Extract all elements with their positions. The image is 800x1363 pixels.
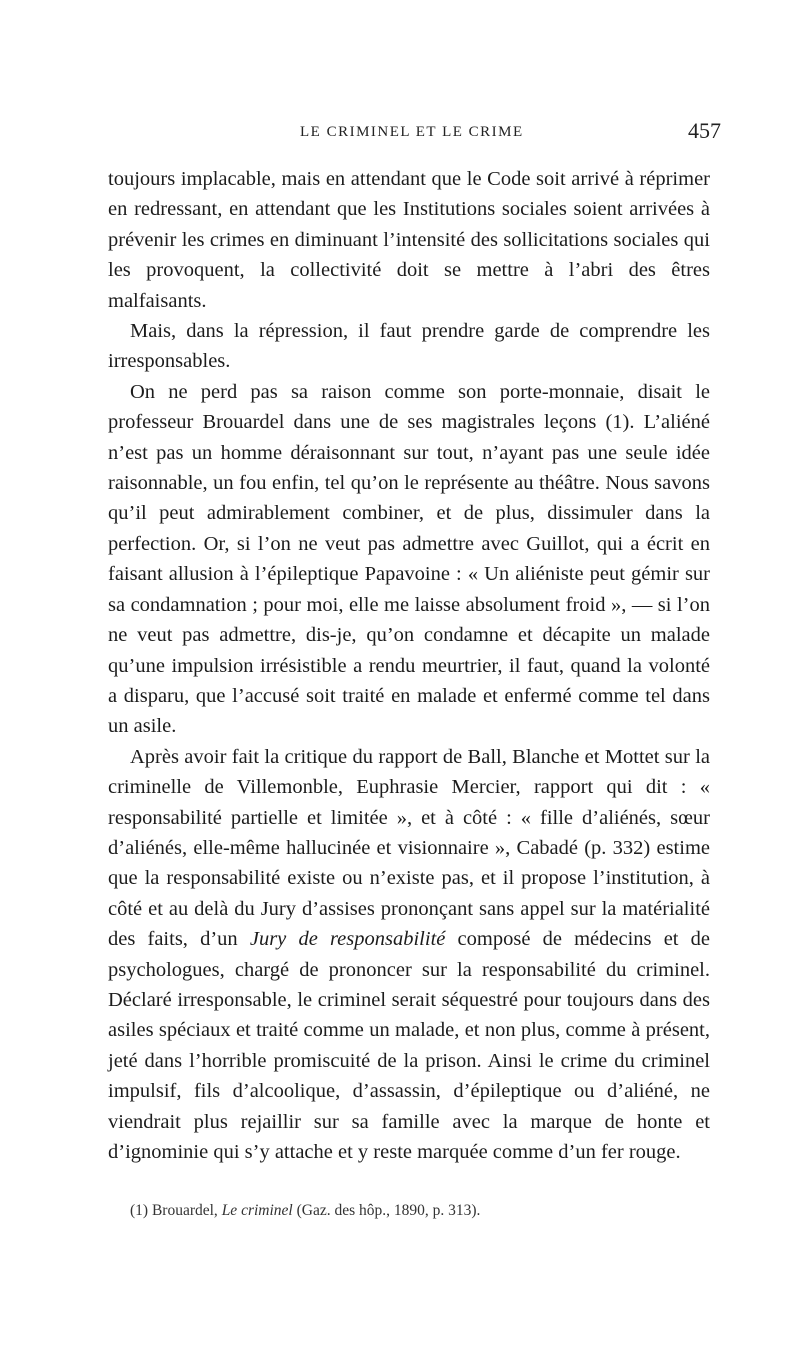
- paragraph-3: On ne perd pas sa raison comme son porte-monnaie, disait le professeur Brouardel dans une de ses magistrales leçons (1). L’aliéné n’est pas un homme déraisonnant sur tout, n’ayant pas une seule idée raisonnable, un fou enfin, tel qu’on le représente au théâtre. Nous savons qu’il peut admirablement combiner, et de plus, dissimuler dans la perfection. Or, si l’on ne veut pas admettre avec Guillot, qui a écrit en faisant allusion à l’épileptique Papavoine : « Un aliéniste peut gémir sur sa condamnation ; pour moi, elle me laisse absolument froid », — si l’on ne veut pas admettre, dis-je, qu’on condamne et décapite un malade qu’une impulsion irrésistible a rendu meurtrier, il faut, quand la volonté a disparu, que l’accusé soit traité en malade et enfermé comme tel dans un asile.: [108, 380, 710, 738]
- running-title: LE CRIMINEL ET LE CRIME: [300, 124, 524, 140]
- footnote-title: Le criminel: [221, 1202, 293, 1219]
- footnote-suffix: (Gaz. des hôp., 1890, p. 313).: [292, 1202, 481, 1219]
- footnote-prefix: (1) Brouardel,: [130, 1202, 222, 1219]
- page-number: 457: [688, 118, 721, 143]
- paragraph-4-text-b: composé de médecins et de psychologues, chargé de prononcer sur la responsabilité du criminel. Déclaré irresponsable, le criminel serait séquestré pour toujours dans des asiles spéciaux et traité comme un malade, et non plus, comme à présent, jeté dans l’horrible promiscuité de la prison. Ainsi le crime du criminel impulsif, fils d’alcoolique, d’assassin, d’épileptique ou d’aliéné, ne viendrait plus rejaillir sur sa famille avec la marque de honte et d’ignominie qui s’y attache et y reste marquée comme d’un fer rouge.: [108, 928, 711, 1163]
- footnote: [130, 1202, 710, 1220]
- paragraph-4: [108, 742, 710, 1168]
- paragraph-4-italic-term: Jury de responsabilité: [249, 928, 446, 951]
- paragraph-1: toujours implacable, mais en attendant que le Code soit arrivé à réprimer en redressant, en attendant que les Institutions sociales soient arrivées à prévenir les crimes en diminuant l’intensité des sollicitations sociales qui les provoquent, la collectivité doit se mettre à l’abri des êtres malfaisants.: [108, 168, 710, 312]
- running-head: [0, 118, 800, 148]
- paragraph-4-text-a: Après avoir fait la critique du rapport de Ball, Blanche et Mottet sur la criminelle de Villemonble, Euphrasie Mercier, rapport qui dit : « responsabilité partielle et limitée », et à côté : « fille d’aliénés, sœur d’aliénés, elle-même hallucinée et visionnaire », Cabadé (p. 332) estime que la responsabilité existe ou n’existe pas, et il propose l’institution, à côté et au delà du Jury d’assises prononçant sans appel sur la matérialité des faits, d’un: [108, 745, 710, 951]
- body-text: [108, 164, 710, 1167]
- paragraph-2: Mais, dans la répression, il faut prendre garde de comprendre les irresponsables.: [108, 320, 710, 373]
